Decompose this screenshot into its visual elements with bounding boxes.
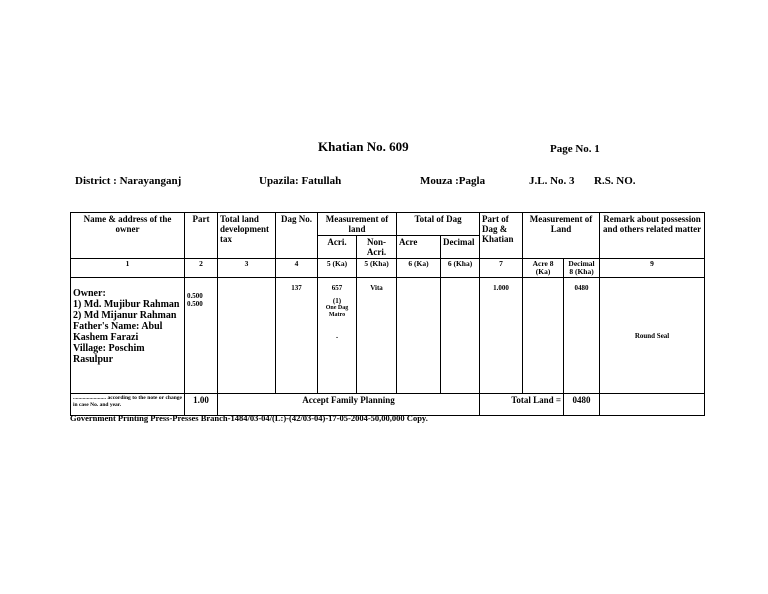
total-dag-decimal-cell [441,278,480,394]
owner-name-1: 1) Md. Mujibur Rahman [73,299,180,310]
footer-empty-cell [600,394,705,416]
table-row [71,278,705,394]
footer-total-land-value: 0480 [564,394,600,416]
header-measurement-land: Measurement of land [318,213,397,236]
header-remark: Remark about possession and others related matter [600,213,705,259]
footer-total-land-label: Total Land = [480,394,564,416]
owner-label: Owner: [73,288,106,299]
district-label: District : Narayanganj [75,175,182,187]
owner-father-name: Father's Name: Abul Kashem Farazi [73,321,163,343]
part-value-1: 0.500 [187,292,203,300]
khatian-table [70,212,705,416]
col-number: 2 [185,259,218,278]
col-number: 9 [600,259,705,278]
acri-dash: - [335,333,339,341]
non-acri-value: Vita [357,278,397,394]
col-number: Acre 8 (Ka) [523,259,564,278]
col-number: 5 (Ka) [318,259,357,278]
header-name-address: Name & address of the owner [71,213,185,259]
acri-cell [318,278,357,394]
col-number: 7 [480,259,523,278]
part-dag-value: 1.000 [480,278,523,394]
measurement-decimal-value: 0480 [564,278,600,394]
dag-no-value: 137 [276,278,318,394]
owner-village: Village: Poschim Rasulpur [73,343,145,365]
header-non-acri: Non-Acri. [357,236,397,259]
acri-value: 657 [331,284,343,292]
col-number: 3 [218,259,276,278]
owner-name-2: 2) Md Mijanur Rahman [73,310,177,321]
col-number: 4 [276,259,318,278]
column-number-row [71,259,705,278]
khatian-title: Khatian No. 609 [318,139,409,154]
upazila-label: Upazila: Fatullah [259,175,342,187]
col-number: 1 [71,259,185,278]
total-dag-acre-cell [397,278,441,394]
header-part: Part [185,213,218,259]
land-tax-cell [218,278,276,394]
owner-cell [71,278,185,394]
footer-note: ........................ according to the note or change in case No. and year. [71,394,185,416]
col-number: 6 (Kha) [441,259,480,278]
jl-number: J.L. No. 3 [529,175,575,187]
page-number: Page No. 1 [550,143,600,155]
part-value-2: 0.500 [187,300,203,308]
footer-part-total: 1.00 [185,394,218,416]
col-number: Decimal 8 (Kha) [564,259,600,278]
measurement-acre-cell [523,278,564,394]
header-part-dag-khatian: Part of Dag & Khatian [480,213,523,259]
header-dag-no: Dag No. [276,213,318,259]
header-total-land-tax: Total land development tax [218,213,276,259]
header-acri: Acri. [318,236,357,259]
rs-number: R.S. NO. [594,175,636,187]
header-measurement-land-2: Measurement of Land [523,213,600,259]
acri-note-text: One Dag Matro [325,305,349,318]
printing-press-footer: Government Printing Press-Presses Branch-1484/03-04/(L:)-(42/03-04)-17-05-2004-50,00,000 Copy. [70,413,428,423]
header-decimal: Decimal [441,236,480,259]
footer-accept-family-planning: Accept Family Planning [218,394,480,416]
header-total-dag: Total of Dag [397,213,480,236]
col-number: 6 (Ka) [397,259,441,278]
acri-note-number: (1) [332,297,342,305]
remark-value: Round Seal [600,278,705,394]
part-cell [185,278,218,394]
col-number: 5 (Kha) [357,259,397,278]
header-acre: Acre [397,236,441,259]
header-row [71,213,705,236]
mouza-label: Mouza :Pagla [420,175,486,187]
